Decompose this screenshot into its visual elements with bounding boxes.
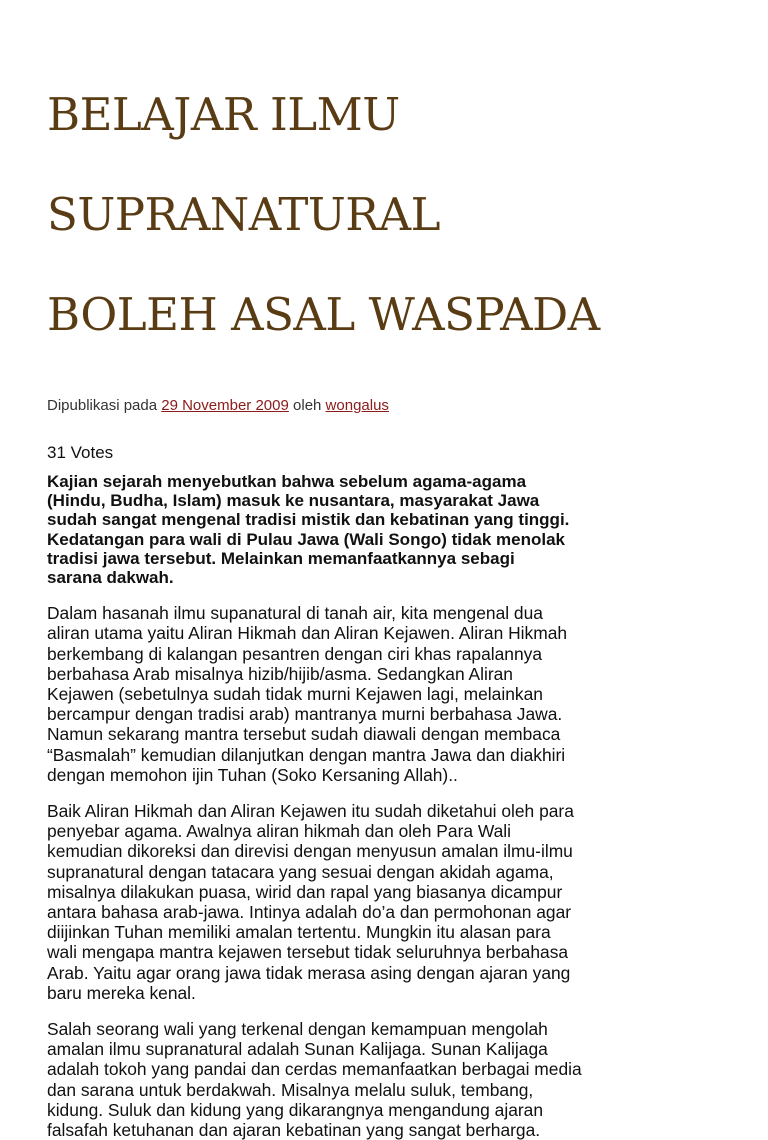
text-line: Arab. Yaitu agar orang jawa tidak merasa asing dengan ajaran yang bbox=[47, 962, 571, 983]
text-line: berbahasa Arab misalnya hizib/hijib/asma. Sedangkan Aliran bbox=[47, 663, 513, 684]
text-line: dan sarana untuk berdakwah. Misalnya melalu suluk, tembang, bbox=[47, 1079, 534, 1100]
text-line: Dalam hasanah ilmu supanatural di tanah air, kita mengenal dua bbox=[47, 603, 543, 624]
body-paragraph bbox=[47, 801, 737, 1003]
text-line: falsafah ketuhanan dan ajaran kebatinan yang sangat berharga. bbox=[47, 1120, 541, 1140]
text-line: (Hindu, Budha, Islam) masuk ke nusantara, masyarakat Jawa bbox=[47, 491, 540, 511]
text-line: aliran utama yaitu Aliran Hikmah dan Aliran Kejawen. Aliran Hikmah bbox=[47, 623, 568, 644]
post-meta bbox=[47, 396, 747, 416]
text-line: berkembang di kalangan pesantren dengan ciri khas rapalannya bbox=[47, 643, 543, 664]
text-line: dengan memohon ijin Tuhan (Soko Kersaning Allah).. bbox=[47, 764, 458, 785]
text-line: Kedatangan para wali di Pulau Jawa (Wali Songo) tidak menolak bbox=[47, 529, 565, 549]
text-line: Kajian sejarah menyebutkan bahwa sebelum agama-agama bbox=[47, 472, 527, 491]
text-line: “Basmalah” kemudian dilanjutkan dengan mantra Jawa dan diakhiri bbox=[47, 744, 566, 765]
text-line: kemudian dikoreksi dan direvisi dengan menyusun amalan ilmu-ilmu bbox=[47, 841, 573, 862]
meta-by: oleh bbox=[293, 397, 322, 414]
votes-count: 31 Votes bbox=[47, 443, 114, 462]
text-line: diijinkan Tuhan memiliki amalan tertentu. Mungkin itu alasan para bbox=[47, 922, 551, 943]
text-line: antara bahasa arab-jawa. Intinya adalah do’a dan permohonan agar bbox=[47, 902, 572, 923]
text-line: supranatural dengan tatacara yang sesuai dengan akidah agama, bbox=[47, 861, 554, 882]
text-line: Salah seorang wali yang terkenal dengan kemampuan mengolah bbox=[47, 1019, 548, 1040]
text-line: misalnya dilakukan puasa, wirid dan rapal yang biasanya dicampur bbox=[47, 881, 563, 902]
text-line: bercampur dengan tradisi arab) mantranya murni berbahasa Jawa. bbox=[47, 704, 563, 725]
text-line: Kejawen (sebetulnya sudah tidak murni Kejawen lagi, melainkan bbox=[47, 684, 543, 705]
article-title bbox=[47, 40, 747, 390]
body-paragraph bbox=[47, 1019, 737, 1140]
meta-prefix: Dipublikasi pada bbox=[47, 397, 158, 414]
title-line: BOLEH ASAL WASPADA bbox=[47, 288, 600, 341]
author-link[interactable]: wongalus bbox=[325, 397, 389, 414]
text-line: sarana dakwah. bbox=[47, 568, 174, 588]
post-date-link[interactable]: 29 November 2009 bbox=[161, 397, 289, 414]
article bbox=[47, 40, 747, 1140]
text-line: tradisi jawa tersebut. Melainkan memanfaatkannya sebagi bbox=[47, 548, 515, 568]
text-line: adalah tokoh yang pandai dan cerdas memanfaatkan berbagai media bbox=[47, 1059, 582, 1080]
body-paragraph bbox=[47, 603, 737, 785]
text-line: penyebar agama. Awalnya aliran hikmah dan oleh Para Wali bbox=[47, 821, 512, 842]
text-line: amalan ilmu supranatural adalah Sunan Kalijaga. Sunan Kalijaga bbox=[47, 1039, 548, 1060]
text-line: wali mengapa mantra kejawen tersebut tidak seluruhnya berbahasa bbox=[47, 942, 569, 963]
title-line: BELAJAR ILMU bbox=[47, 88, 400, 141]
text-line: Baik Aliran Hikmah dan Aliran Kejawen itu sudah diketahui oleh para bbox=[47, 801, 574, 822]
title-line: SUPRANATURAL bbox=[47, 188, 441, 241]
text-line: baru mereka kenal. bbox=[47, 982, 196, 1003]
lead-paragraph bbox=[47, 472, 727, 587]
text-line: Namun sekarang mantra tersebut sudah diawali dengan membaca bbox=[47, 724, 561, 745]
text-line: kidung. Suluk dan kidung yang dikarangnya mengandung ajaran bbox=[47, 1099, 543, 1120]
text-line: sudah sangat mengenal tradisi mistik dan kebatinan yang tinggi. bbox=[47, 510, 570, 530]
